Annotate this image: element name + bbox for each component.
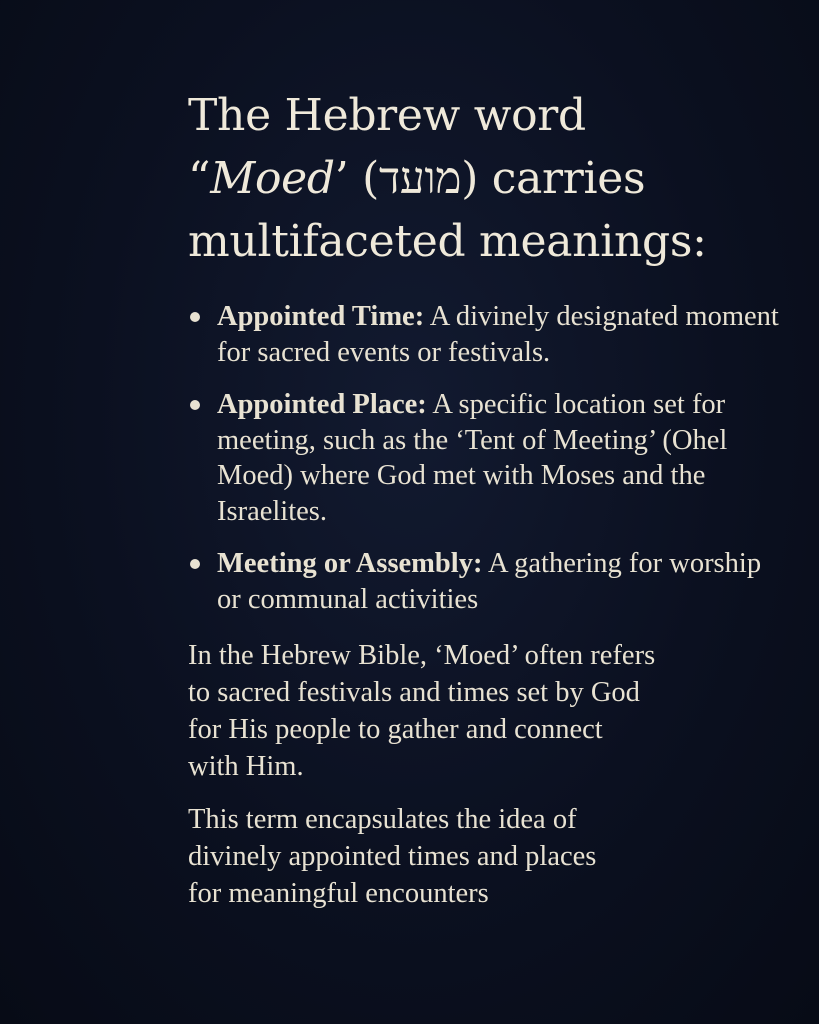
bible-paragraph [188,637,788,785]
list-item [188,546,788,617]
summary-line: for meaningful encounters [188,878,489,909]
list-item [188,387,788,529]
summary-line: This term encapsulates the idea of [188,804,577,835]
bullet-icon [190,400,200,410]
bible-line: In the Hebrew Bible, ‘Moed’ often refers [188,640,656,671]
bullet-icon [190,559,200,569]
meanings-list [188,299,788,617]
meaning-description: A specific location set for meeting, such as the ‘Tent of Meeting’ (Ohel Moed) where God met with Moses and the Israelites. [217,389,728,527]
summary-paragraph [188,801,788,912]
meaning-term: Meeting or Assembly: [217,548,483,579]
title-line-3: multifaceted meanings: [188,216,707,267]
page-title [188,84,788,273]
page-content [188,84,788,912]
bible-line: with Him. [188,751,304,782]
summary-line: divinely appointed times and places [188,841,597,872]
meaning-description: A divinely designated moment for sacred events or festivals. [217,301,779,368]
bible-line: to sacred festivals and times set by God [188,677,640,708]
list-item [188,299,788,370]
moed-word: Moed [210,153,335,204]
bible-line: for His people to gather and connect [188,714,603,745]
hebrew-word: (מועד) [348,153,492,204]
title-line-1: The Hebrew word [188,90,586,141]
open-quote: “ [188,153,211,204]
bullet-icon [190,312,200,322]
meaning-description: A gathering for worship or communal activities [217,548,762,615]
meaning-term: Appointed Time: [217,301,425,332]
close-quote: ’ [334,153,349,204]
title-line-2 [188,147,788,210]
carries-word: carries [491,153,646,204]
meaning-term: Appointed Place: [217,389,427,420]
